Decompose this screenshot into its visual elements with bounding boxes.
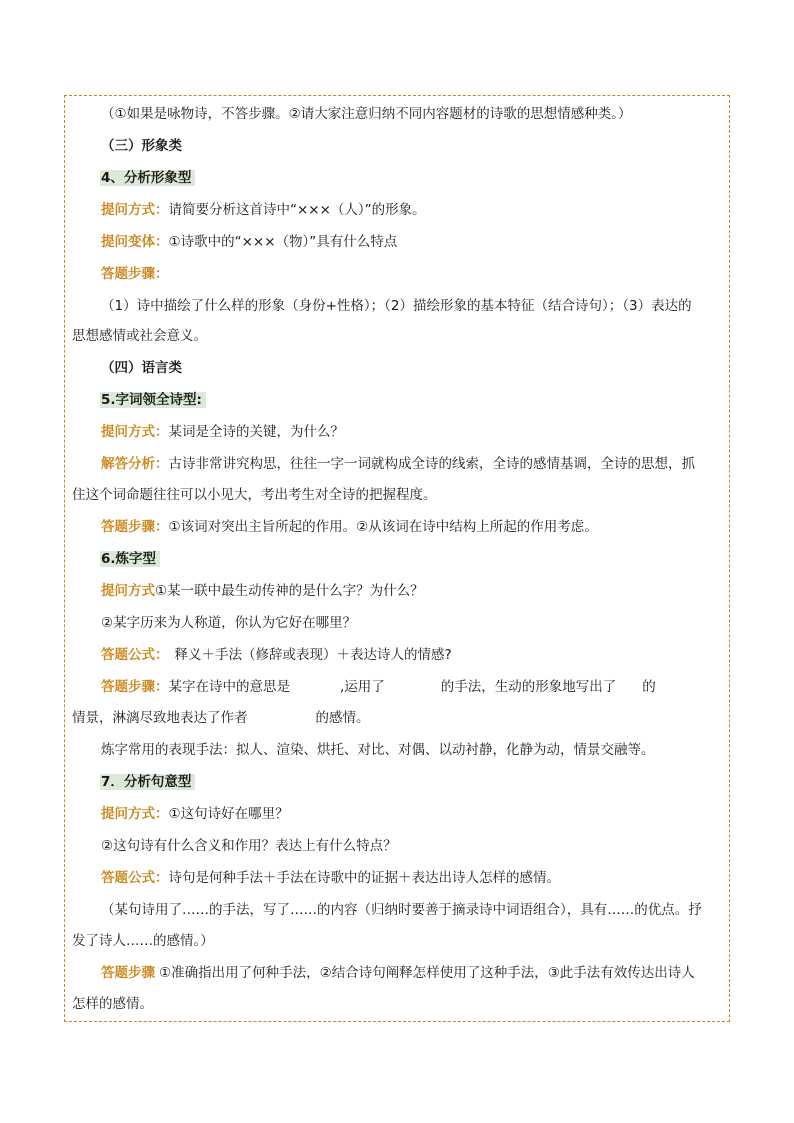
answer-analysis-cont: 住这个词命题往往可以小见大，考出考生对全诗的把握程度。 [72,487,437,503]
answer-analysis-line: 解答分析：古诗非常讲究构思，往往一字一词就构成全诗的线索，全诗的感情基调，全诗的思想，抓 [101,456,695,472]
example-line: （某句诗用了……的手法，写了……的内容（归纳时要善于摘录诗中词语组合），具有……的优点。抒 [101,902,702,918]
technique-note: 炼字常用的表现手法：拟人、渲染、烘托、对比、对偶、以动衬静，化静为动，情景交融等。 [101,742,655,758]
answer-steps-label: 答题步骤： [101,266,169,282]
note-line: （①如果是咏物诗，不答步骤。②请大家注意归纳不同内容题材的诗歌的思想情感种类。） [101,106,632,122]
answer-steps-text: （1）诗中描绘了什么样的形象（身份+性格）；（2）描绘形象的基本特征（结合诗句）；（3）表达的 [101,298,692,314]
answer-steps-text-cont: 思想感情或社会意义。 [72,328,207,344]
answer-steps-line: 答题步骤 ①准确指出用了何种手法，②结合诗句阐释怎样使用了这种手法，③此手法有效传达出诗人 [101,965,695,981]
heading-word-poem: 5.字词领全诗型: [0,390,794,410]
answer-steps-line: 答题步骤：①该词对突出主旨所起的作用。②从该词在诗中结构上所起的作用考虑。 [101,519,598,535]
question-method-line: 提问方式：①这句诗好在哪里？ [101,806,289,822]
answer-steps-line: 答题步骤：某字在诗中的意思是 ,运用了 的手法，生动的形象地写出了 的 [101,679,656,695]
answer-formula-line: 答题公式： 释义＋手法（修辞或表现）＋表达诗人的情感? [101,647,452,663]
section-heading-language: （四）语言类 [101,360,182,376]
example-line-cont: 发了诗人……的感情。） [72,933,214,949]
answer-steps-cont: 情景，淋漓尽致地表达了作者 的感情。 [72,710,370,726]
answer-steps-cont: 怎样的感情。 [72,996,153,1012]
section-heading-image: （三）形象类 [101,138,182,154]
question-method-line-2: ②某字历来为人称道，你认为它好在哪里？ [101,615,357,631]
question-method-line: 提问方式：某词是全诗的关键，为什么？ [101,424,344,440]
heading-refine-word: 6.炼字型 [0,549,794,569]
question-method-line: 提问方式：请简要分析这首诗中“×××（人）”的形象。 [101,202,426,218]
answer-formula-line: 答题公式：诗句是何种手法＋手法在诗歌中的证据＋表达出诗人怎样的感情。 [101,870,560,886]
question-method-line: 提问方式①某一联中最生动传神的是什么字？为什么？ [101,583,424,599]
heading-analyze-image: 4、分析形象型 [0,168,794,188]
question-variant-line: 提问变体：①诗歌中的“×××（物）”具有什么特点 [101,234,398,250]
heading-sentence-meaning: 7．分析句意型 [0,772,794,792]
question-method-line-2: ②这句诗有什么含义和作用？表达上有什么特点？ [101,838,397,854]
